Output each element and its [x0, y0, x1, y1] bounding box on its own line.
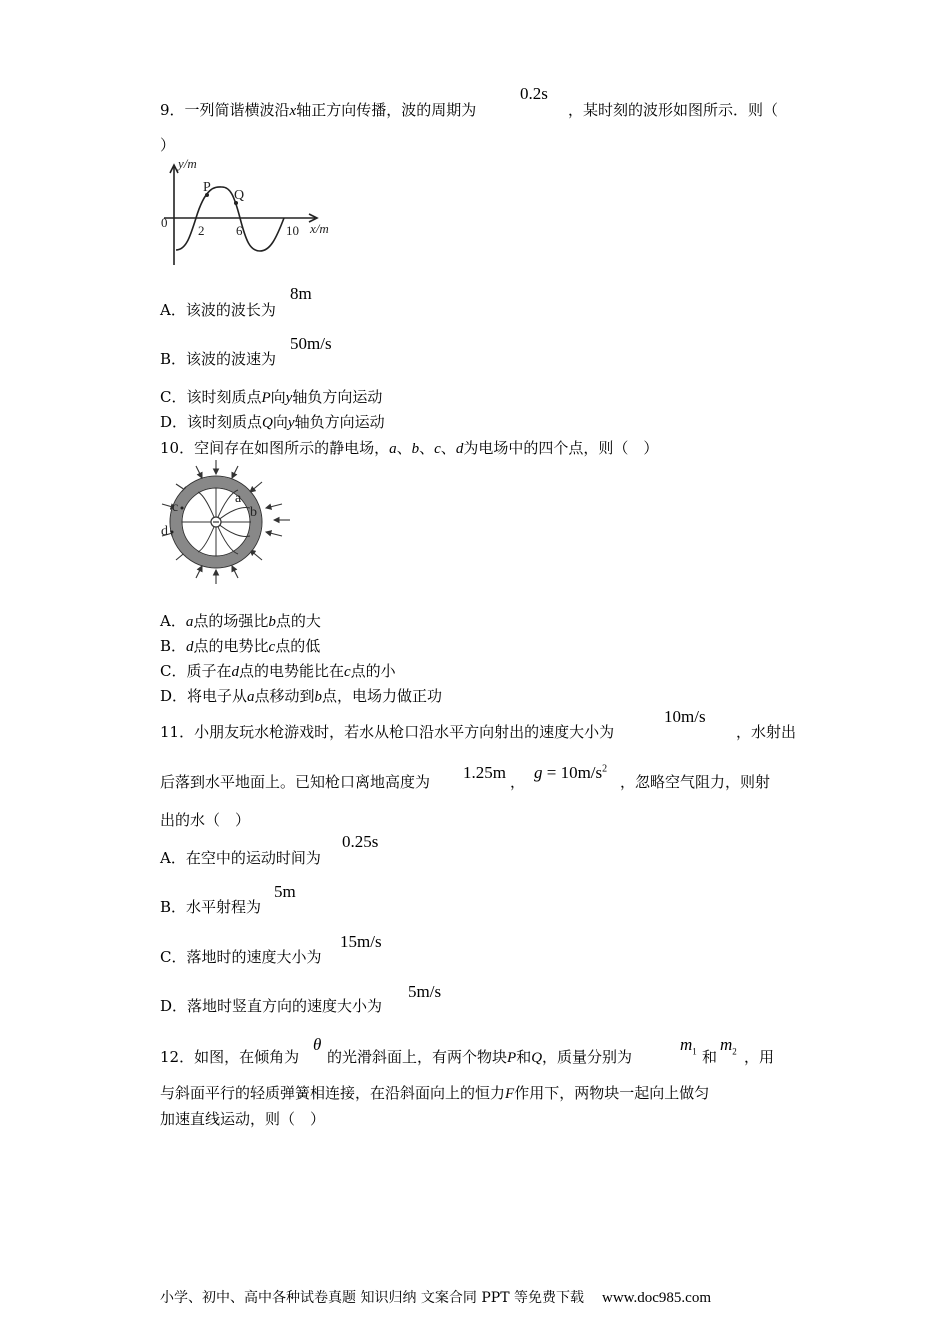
- page-footer: [160, 1287, 711, 1307]
- q11-stem-line2b: ，忽略空气阻力，则射: [620, 773, 771, 791]
- q11-option-a: A．在空中的运动时间为: [160, 849, 321, 867]
- label-b: b: [250, 505, 257, 520]
- label-c: c: [172, 500, 179, 515]
- q10-option-c: C．质子在d点的电势能比在c点的小: [160, 662, 396, 680]
- tick-6: 6: [236, 223, 243, 238]
- q9-option-d: D．该时刻质点Q向y轴负方向运动: [160, 413, 385, 431]
- q12-stem-line2: 与斜面平行的轻质弹簧相连接，在沿斜面向上的恒力F作用下，两物块一起向上做匀: [160, 1084, 710, 1102]
- q9-stem-line1b: ，某时刻的波形如图所示．则（: [568, 101, 779, 119]
- point-p-label: P: [203, 180, 211, 195]
- q12-stem-line1c: ，用: [744, 1048, 775, 1066]
- q12-m1: $m_1$: [680, 1035, 697, 1057]
- q11-option-c: C．落地时的速度大小为: [160, 948, 322, 966]
- q11-stem-line2: 后落到水平地面上。已知枪口离地高度为: [160, 773, 431, 791]
- q11-option-d-value: 5m/s: [408, 982, 442, 1001]
- tick-2: 2: [198, 223, 205, 238]
- q9-option-a: A．该波的波长为: [160, 301, 276, 319]
- q11-stem-line1b: ，水射出: [736, 723, 797, 741]
- footer-text: 小学、初中、高中各种试卷真题 知识归纳 文案合同 PPT 等免费下载: [160, 1290, 584, 1306]
- q10-option-d: D．将电子从a点移动到b点，电场力做正功: [160, 687, 443, 705]
- q12-stem-line1b: 的光滑斜面上，有两个物块P和Q，质量分别为: [327, 1048, 633, 1066]
- q11-option-a-value: 0.25s: [342, 832, 379, 851]
- q11-option-b-value: 5m: [274, 882, 296, 901]
- label-a: a: [235, 491, 242, 506]
- q10-option-a: A．a点的场强比b点的大: [160, 612, 321, 630]
- point-q-label: Q: [234, 188, 245, 203]
- q12-and: 和: [702, 1048, 718, 1066]
- label-d: d: [161, 524, 168, 539]
- q11-stem-line3: 出的水（ ）: [160, 811, 251, 829]
- q10-field-figure: [158, 458, 308, 586]
- q11-g-value: $g = 10m/s^2$: [534, 763, 608, 782]
- q9-stem-line1: 9．一列简谐横波沿x轴正方向传播，波的周期为: [160, 101, 477, 119]
- q10-option-b: B．d点的电势比c点的低: [160, 637, 321, 655]
- x-axis-label: x/m: [310, 221, 329, 236]
- q11-option-c-value: 15m/s: [340, 932, 382, 951]
- q11-stem-line1: 11．小朋友玩水枪游戏时，若水从枪口沿水平方向射出的速度大小为: [160, 723, 615, 741]
- q11-option-d: D．落地时竖直方向的速度大小为: [160, 997, 383, 1015]
- q9-stem-line2: ）: [160, 136, 176, 154]
- q10-stem: 10．空间存在如图所示的静电场，a、b、c、d为电场中的四个点，则（ ）: [160, 439, 659, 457]
- q12-stem-line1a: 12．如图，在倾角为: [160, 1048, 300, 1066]
- q11-option-b: B．水平射程为: [160, 898, 262, 916]
- q12-stem-line3: 加速直线运动，则（ ）: [160, 1110, 326, 1128]
- q9-option-b: B．该波的波速为: [160, 350, 277, 368]
- tick-10: 10: [286, 223, 299, 238]
- q12-theta: θ: [313, 1035, 322, 1054]
- origin-label: 0: [161, 215, 168, 230]
- q9-period: 0.2s: [520, 84, 548, 103]
- wave-curve: [176, 187, 284, 251]
- footer-site-link[interactable]: www.doc985.com: [601, 1290, 711, 1306]
- q9-wave-figure: [160, 155, 340, 270]
- q9-option-c: C．该时刻质点P向y轴负方向运动: [160, 388, 383, 406]
- q11-comma: ，: [510, 773, 526, 791]
- q11-height: 1.25m: [463, 763, 506, 782]
- q12-m2: $m_2$: [720, 1035, 737, 1057]
- q9-option-a-value: 8m: [290, 284, 312, 303]
- y-axis-label: y/m: [178, 156, 197, 171]
- q9-option-b-value: 50m/s: [290, 334, 332, 353]
- q11-v0: 10m/s: [664, 707, 706, 726]
